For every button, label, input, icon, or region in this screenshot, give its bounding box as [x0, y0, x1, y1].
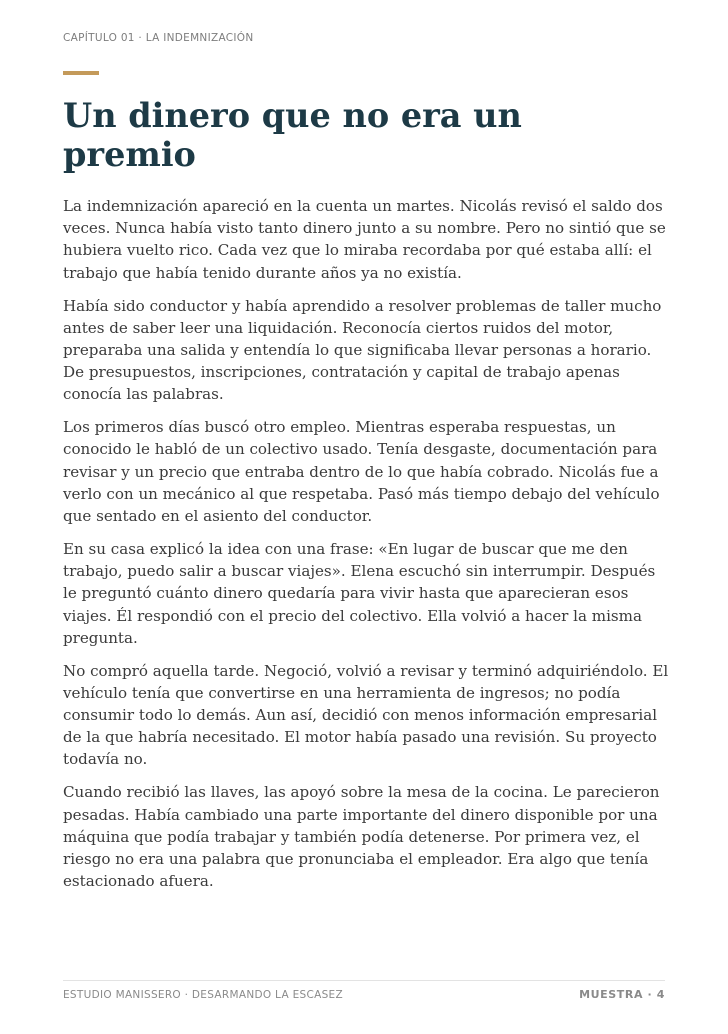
body-paragraph: Los primeros días buscó otro empleo. Mientras esperaba respuestas, un conocido le habló de un colectivo usado. Tenía desgaste, documentación para revisar y un precio que entraba dentro de lo que había cobrado. Nicolás fue a verlo con un mecánico al que respetaba. Pasó más tiempo debajo del vehículo que sentado en el asiento del conductor.: [63, 418, 660, 526]
body-paragraph: No compró aquella tarde. Negoció, volvió a revisar y terminó adquiriéndolo. El vehículo tenía que convertirse en una herramienta de ingresos; no podía consumir todo lo demás. Aun así, decidió con menos información empresarial de la que habría necesitado. El motor había pasado una revisión. Su proyecto todavía no.: [63, 661, 669, 769]
body-paragraph: Cuando recibió las llaves, las apoyó sobre la mesa de la cocina. Le parecieron pesadas. Había cambiado una parte importante del dinero disponible por una máquina que podía trabajar y también podía detenerse. Por primera vez, el riesgo no era una palabra que pronunciaba el empleador. Era algo que tenía estacionado afuera.: [63, 783, 660, 891]
chapter-body: [63, 195, 671, 903]
body-paragraph: Había sido conductor y había aprendido a resolver problemas de taller mucho antes de saber leer una liquidación. Reconocía ciertos ruidos del motor, preparaba una salida y entendía lo que significaba llevar personas a horario. De presupuestos, inscripciones, contratación y capital de trabajo apenas conocía las palabras.: [63, 296, 662, 404]
footer-publication: ESTUDIO MANISSERO · DESARMANDO LA ESCASEZ: [63, 989, 343, 1001]
body-paragraph: La indemnización apareció en la cuenta un martes. Nicolás revisó el saldo dos veces. Nunca había visto tanto dinero junto a su nombre. Pero no sintió que se hubiera vuelto rico. Cada vez que lo miraba recordaba por qué estaba allí: el trabajo que había tenido durante años ya no existía.: [63, 197, 666, 282]
accent-rule: [63, 71, 99, 75]
chapter-title: Un dinero que no era un premio: [63, 96, 522, 174]
footer-page-number: MUESTRA · 4: [579, 988, 665, 1001]
document-page: [63, 0, 669, 1034]
body-paragraph: En su casa explicó la idea con una frase: «En lugar de buscar que me den trabajo, puedo salir a buscar viajes». Elena escuchó sin interrumpir. Después le preguntó cuánto dinero quedaría para vivir hasta que aparecieran esos viajes. Él respondió con el precio del colectivo. Ella volvió a hacer la misma pregunta.: [63, 539, 656, 647]
footer-divider: [63, 980, 665, 981]
chapter-kicker: CAPÍTULO 01 · LA INDEMNIZACIÓN: [63, 32, 254, 44]
